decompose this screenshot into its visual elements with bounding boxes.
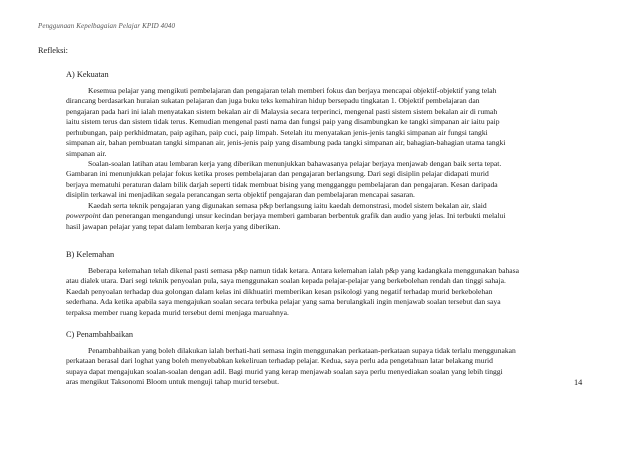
text-line: aras mengikut Taksonomi Bloom untuk menguji tahap murid tersebut. [66,377,279,387]
paragraph-kekuatan-2 [66,159,590,201]
text-line: dirancang berdasarkan huraian sukatan pelajaran dan juga buku teks kemahiran hidup bersepadu tingkatan 1. Objektif pembelajaran dan [66,96,480,106]
text-line: disiplin terkawal ini menjadikan segala perancangan serta objektif pengajaran dan pembelajaran mencapai sasaran. [66,190,415,200]
text-line: iaitu sistem terus dan sistem tidak terus. Kemudian mengenal pasti nama dan fungsi paip yang disambungkan ke tangki simpanan air iaitu paip [66,117,500,127]
text-line: perkataan berasal dari loghat yang boleh menyebabkan kekeliruan terhadap pelajar. Kedua, saya perlu ada pengetahuan latar belakang murid [66,356,493,366]
text-line: Kaedah serta teknik pengajaran yang digunakan semasa p&p berlangsung iaitu kaedah demonstrasi, model sistem bekalan air, slaid [88,201,487,210]
paragraph-kekuatan-1 [66,86,590,159]
text-line: berjaya mematuhi peraturan dalam bilik darjah seperti tidak membuat bising yang mengganggu pembelajaran dan pengajaran. Kesan daripada [66,179,498,189]
text-line: simpanan air. [66,148,107,158]
text-line: sederhana. Ada ketika apabila saya mengajukan soalan secara terbuka pelajar yang sama berulangkali ingin menjawab soalan tersebut dan saya [66,297,501,307]
text-line: pengajaran pada hari ini ialah menyatakan sistem bekalan air di Malaysia secara terperinci, mengenal pasti sistem sistem bekalan air di rumah [66,106,498,116]
section-heading-penambahbaikan: C) Penambahbaikan [66,330,134,339]
text-line-powerpoint: powerpoint dan penerangan mengandungi unsur kecindan berjaya memberi gambaran berbentuk grafik dan audio yang jelas. Ini terbukti melalui [66,211,506,221]
text-line: Beberapa kelemahan telah dikenal pasti semasa p&p namun tidak ketara. Antara kelemahan ialah p&p yang kadangkala menggunakan bahasa [88,266,519,275]
text-line: Penambahbaikan yang boleh dilakukan ialah berhati-hati semasa ingin menggunakan perkataan-perkataan supaya tidak terlalu menggunakan [88,346,516,355]
text-line: terpaksa member ruang kepada murid tersebut demi menjaga maruahnya. [66,307,289,317]
text-line: simpanan air, bahan pembuatan tangki simpanan air, jenis-jenis paip yang disambung pada tangki simpanan air, bahagian-bahagian utama tangki [66,138,506,148]
section-heading-kekuatan: A) Kekuatan [66,70,109,79]
text-line: supaya dapat mengajukan soalan-soalan dengan adil. Bagi murid yang kerap menjawab soalan saya perlu menyediakan soalan yang lebih tinggi [66,366,503,376]
text-line: Gambaran ini menunjukkan pelajar fokus ketika proses pembelajaran dan pengajaran berlangsung. Dari segi disiplin pelajar didapati murid [66,169,489,179]
text-line: Kesemua pelajar yang mengikuti pembelajaran dan pengajaran telah memberi fokus dan berjaya mencapai objektif-objektif yang telah [88,86,497,95]
page-title: Refleksi: [38,46,68,55]
italic-term: powerpoint [66,211,101,221]
text-line: perhubungan, paip perkhidmatan, paip agihan, paip cuci, paip limpah. Setelah itu menyatakan jenis-jenis tangki simpanan air fungsi tangki [66,127,488,137]
section-heading-kelemahan: B) Kelemahan [66,250,115,259]
text-line: hasil jawapan pelajar yang tepat dalam lembaran kerja yang diberikan. [66,221,281,231]
text-line: Kaedah penyoalan terhadap dua golongan dalam kelas ini dikhuatiri memberikan kesan psikologi yang negatif terhadap murid berkebolehan [66,286,493,296]
paragraph-kekuatan-3 [66,201,590,232]
paragraph-penambahbaikan [66,346,590,388]
text-line: Soalan-soalan latihan atau lembaran kerja yang diberikan menunjukkan bahawasanya pelajar berjaya menjawab dengan baik serta tepat. [88,159,502,168]
text-line: atau dialek utara. Dari segi teknik penyoalan pula, saya menggunakan soalan kepada pelajar-pelajar yang berkebolehan rendah dan tinggi sahaja. [66,276,506,286]
running-header: Penggunaan Kepelbagaian Pelajar KPID 4040 [38,22,176,30]
paragraph-kelemahan [66,266,590,318]
page-number: 14 [574,378,583,387]
